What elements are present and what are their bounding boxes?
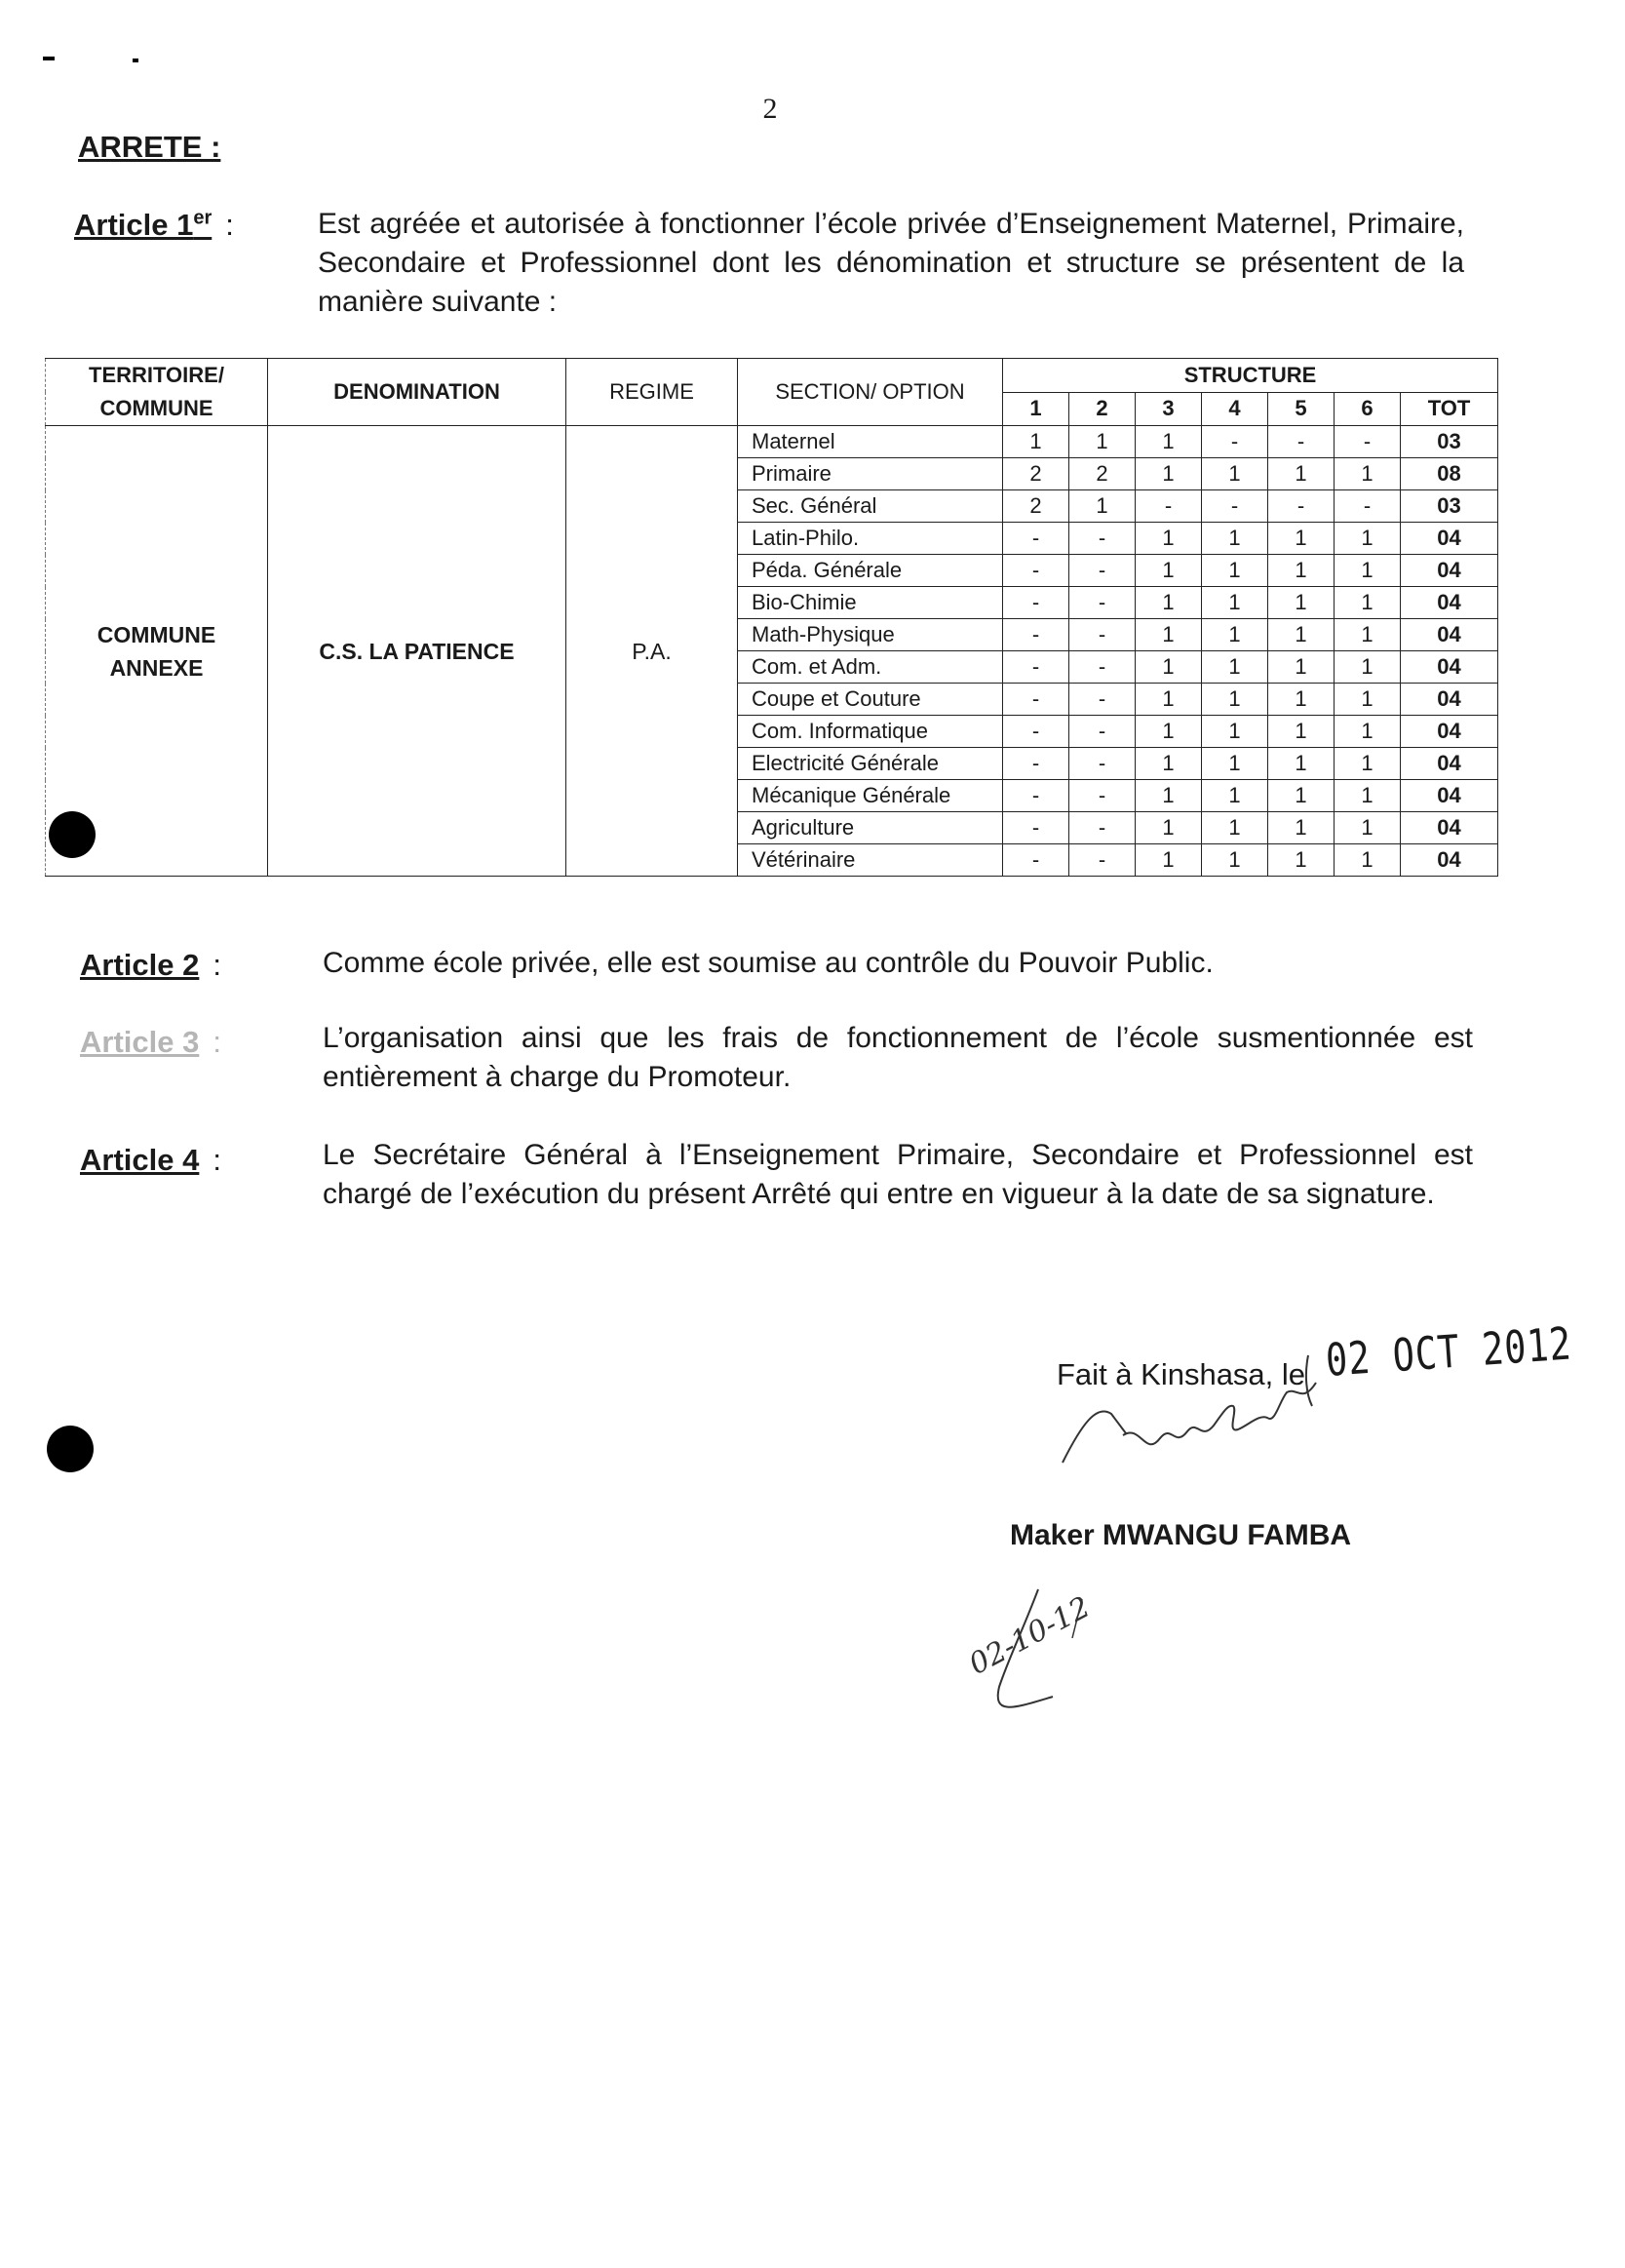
article-1-label: Article 1er : — [74, 208, 234, 243]
cell-total: 04 — [1401, 812, 1498, 844]
cell-value: - — [1003, 684, 1069, 716]
cell-option: Maternel — [738, 426, 1003, 458]
cell-option: Electricité Générale — [738, 748, 1003, 780]
cell-value: 1 — [1268, 748, 1335, 780]
table-row — [46, 426, 1498, 458]
article-2-label: Article 2 : — [80, 948, 221, 982]
decree-heading: ARRETE : — [78, 130, 221, 164]
cell-total: 04 — [1401, 619, 1498, 651]
cell-value: 1 — [1202, 844, 1268, 877]
cell-value: 1 — [1202, 651, 1268, 684]
cell-value: - — [1003, 716, 1069, 748]
cell-value: 1 — [1335, 523, 1401, 555]
cell-option: Com. Informatique — [738, 716, 1003, 748]
article-3-text: L’organisation ainsi que les frais de fonctionnement de l’école susmentionnée est entièrement à charge du Promoteur. — [323, 1022, 1473, 1093]
scan-mark — [43, 57, 55, 60]
header-col: 2 — [1069, 392, 1136, 426]
cell-value: - — [1268, 426, 1335, 458]
cell-value: 1 — [1268, 780, 1335, 812]
cell-value: 2 — [1003, 490, 1069, 523]
cell-value: 1 — [1202, 458, 1268, 490]
cell-value: 1 — [1136, 780, 1202, 812]
cell-value: 1 — [1268, 523, 1335, 555]
cell-value: 1 — [1202, 587, 1268, 619]
cell-value: 1 — [1202, 523, 1268, 555]
date-stamp: 02 OCT 2012 — [1324, 1316, 1573, 1387]
cell-option: Mécanique Générale — [738, 780, 1003, 812]
cell-value: 1 — [1136, 587, 1202, 619]
article-4-label: Article 4 : — [80, 1143, 221, 1177]
cell-value: 1 — [1136, 555, 1202, 587]
cell-value: 1 — [1069, 490, 1136, 523]
cell-option: Primaire — [738, 458, 1003, 490]
cell-total: 04 — [1401, 716, 1498, 748]
cell-regime: P.A. — [566, 426, 738, 877]
cell-value: 1 — [1335, 587, 1401, 619]
cell-value: - — [1003, 748, 1069, 780]
cell-value: 1 — [1335, 651, 1401, 684]
cell-value: - — [1268, 490, 1335, 523]
cell-option: Agriculture — [738, 812, 1003, 844]
cell-value: 1 — [1136, 716, 1202, 748]
article-1-text: Est agréée et autorisée à fonctionner l’école privée d’Enseignement Maternel, Primaire, Secondaire et Professionnel dont les dénomination et structure se présentent de la manière suivante : — [318, 208, 1464, 318]
cell-total: 08 — [1401, 458, 1498, 490]
cell-total: 04 — [1401, 523, 1498, 555]
cell-option: Sec. Général — [738, 490, 1003, 523]
cell-value: - — [1069, 523, 1136, 555]
cell-option: Com. et Adm. — [738, 651, 1003, 684]
cell-value: - — [1003, 812, 1069, 844]
structure-table-body — [46, 426, 1498, 877]
cell-value: - — [1003, 587, 1069, 619]
handwritten-date: 02-10-12 — [963, 1589, 1097, 1682]
header-structure: STRUCTURE — [1003, 359, 1498, 393]
place-of-signing: Fait à Kinshasa, le — [1057, 1357, 1306, 1391]
article-3-label: Article 3 : — [80, 1025, 221, 1059]
cell-value: - — [1069, 748, 1136, 780]
header-col: 1 — [1003, 392, 1069, 426]
cell-value: - — [1003, 619, 1069, 651]
cell-value: - — [1069, 780, 1136, 812]
cell-value: 1 — [1136, 619, 1202, 651]
header-col: 6 — [1335, 392, 1401, 426]
cell-value: - — [1003, 651, 1069, 684]
cell-option: Bio-Chimie — [738, 587, 1003, 619]
cell-total: 04 — [1401, 555, 1498, 587]
cell-option: Math-Physique — [738, 619, 1003, 651]
cell-value: 1 — [1335, 780, 1401, 812]
cell-value: 1 — [1335, 748, 1401, 780]
cell-option: Vétérinaire — [738, 844, 1003, 877]
cell-value: - — [1202, 426, 1268, 458]
structure-table — [45, 358, 1498, 877]
header-col: 4 — [1202, 392, 1268, 426]
page-number: 2 — [762, 93, 778, 125]
cell-value: 1 — [1202, 748, 1268, 780]
cell-option: Péda. Générale — [738, 555, 1003, 587]
cell-value: 1 — [1202, 619, 1268, 651]
cell-value: 1 — [1136, 651, 1202, 684]
cell-total: 04 — [1401, 748, 1498, 780]
cell-value: 1 — [1268, 684, 1335, 716]
cell-value: 1 — [1335, 458, 1401, 490]
cell-total: 04 — [1401, 780, 1498, 812]
cell-value: - — [1069, 619, 1136, 651]
cell-total: 03 — [1401, 426, 1498, 458]
cell-total: 04 — [1401, 651, 1498, 684]
cell-value: 1 — [1335, 812, 1401, 844]
cell-value: - — [1069, 684, 1136, 716]
header-col-total: TOT — [1401, 392, 1498, 426]
cell-value: 1 — [1335, 684, 1401, 716]
cell-value: - — [1069, 844, 1136, 877]
cell-value: 1 — [1268, 587, 1335, 619]
cell-value: 1 — [1268, 619, 1335, 651]
cell-value: 1 — [1335, 844, 1401, 877]
signer-name: Maker MWANGU FAMBA — [1010, 1519, 1352, 1551]
cell-value: 1 — [1136, 748, 1202, 780]
header-section-option: SECTION/ OPTION — [738, 359, 1003, 426]
cell-value: 1 — [1069, 426, 1136, 458]
cell-value: - — [1202, 490, 1268, 523]
cell-value: - — [1003, 780, 1069, 812]
header-col: 3 — [1136, 392, 1202, 426]
cell-value: 1 — [1202, 684, 1268, 716]
cell-total: 04 — [1401, 587, 1498, 619]
scan-mark — [133, 59, 138, 62]
cell-value: - — [1136, 490, 1202, 523]
cell-value: - — [1069, 587, 1136, 619]
cell-value: - — [1069, 812, 1136, 844]
cell-value: 1 — [1268, 716, 1335, 748]
cell-value: 1 — [1268, 458, 1335, 490]
cell-value: 1 — [1268, 555, 1335, 587]
cell-value: 1 — [1136, 812, 1202, 844]
cell-value: 1 — [1268, 812, 1335, 844]
cell-value: 1 — [1136, 844, 1202, 877]
header-territoire: TERRITOIRE/ COMMUNE — [46, 359, 268, 426]
cell-value: 2 — [1069, 458, 1136, 490]
header-regime: REGIME — [566, 359, 738, 426]
cell-value: - — [1069, 555, 1136, 587]
cell-value: - — [1335, 490, 1401, 523]
cell-denomination: C.S. LA PATIENCE — [268, 426, 566, 877]
cell-value: 1 — [1268, 651, 1335, 684]
cell-value: 1 — [1202, 812, 1268, 844]
cell-value: - — [1069, 716, 1136, 748]
cell-territoire: COMMUNE ANNEXE — [46, 426, 268, 877]
cell-value: 1 — [1335, 619, 1401, 651]
cell-value: - — [1069, 651, 1136, 684]
cell-option: Coupe et Couture — [738, 684, 1003, 716]
cell-value: 1 — [1003, 426, 1069, 458]
cell-total: 03 — [1401, 490, 1498, 523]
header-col: 5 — [1268, 392, 1335, 426]
header-denomination: DENOMINATION — [268, 359, 566, 426]
cell-value: 1 — [1136, 684, 1202, 716]
cell-value: 1 — [1202, 555, 1268, 587]
cell-value: 1 — [1136, 458, 1202, 490]
cell-value: 1 — [1202, 716, 1268, 748]
cell-value: 1 — [1335, 716, 1401, 748]
cell-option: Latin-Philo. — [738, 523, 1003, 555]
cell-value: 1 — [1136, 523, 1202, 555]
cell-value: 1 — [1136, 426, 1202, 458]
cell-value: - — [1003, 844, 1069, 877]
cell-value: 1 — [1268, 844, 1335, 877]
article-4-text: Le Secrétaire Général à l’Enseignement Primaire, Secondaire et Professionnel est chargé de l’exécution du présent Arrêté qui entre en vigueur à la date de sa signature. — [323, 1139, 1473, 1210]
cell-value: 1 — [1335, 555, 1401, 587]
article-2-text: Comme école privée, elle est soumise au contrôle du Pouvoir Public. — [323, 947, 1214, 979]
punch-hole — [47, 1426, 94, 1472]
cell-value: 1 — [1202, 780, 1268, 812]
cell-value: - — [1335, 426, 1401, 458]
cell-value: 2 — [1003, 458, 1069, 490]
cell-total: 04 — [1401, 684, 1498, 716]
cell-value: - — [1003, 555, 1069, 587]
cell-value: - — [1003, 523, 1069, 555]
cell-total: 04 — [1401, 844, 1498, 877]
